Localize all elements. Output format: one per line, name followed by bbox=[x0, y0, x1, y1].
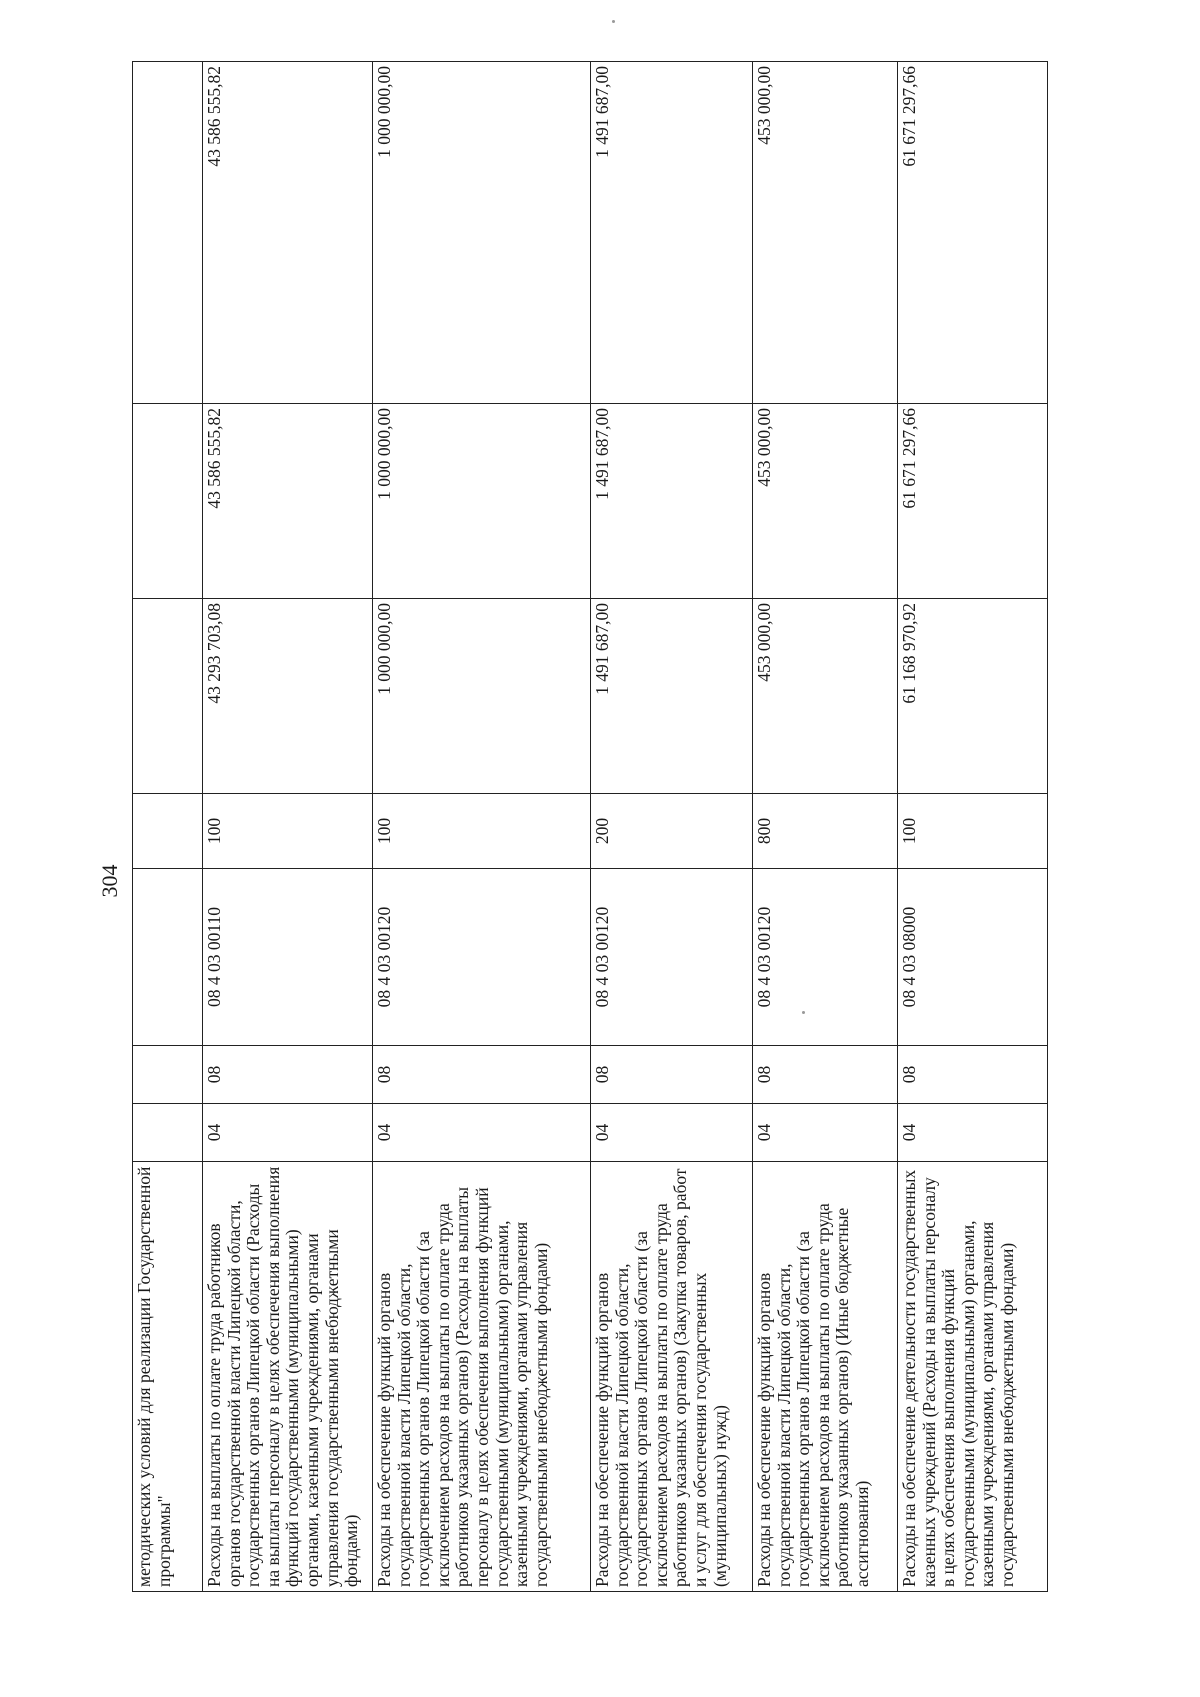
cell-pr: 08 bbox=[591, 1046, 753, 1104]
cell-csr: 08 4 03 00120 bbox=[373, 869, 591, 1046]
cell-pr: 08 bbox=[753, 1046, 898, 1104]
cell-grbs: 04 bbox=[373, 1104, 591, 1162]
cell-value-2: 1 000 000,00 bbox=[373, 404, 591, 599]
cell-name: Расходы на обеспечение деятельности государственных казенных учреждений (Расходы на выплаты персоналу в целях обеспечения выполнения функций государственными (муниципальными) органами, казенными учреждениями, органами управления государственными внебюджетными фондами) bbox=[898, 1162, 1048, 1592]
cell-empty bbox=[133, 62, 203, 404]
cell-pr: 08 bbox=[373, 1046, 591, 1104]
table-row bbox=[373, 62, 591, 1592]
cell-vr: 800 bbox=[753, 794, 898, 869]
cell-name: Расходы на обеспечение функций органов государственной власти Липецкой области, государственных органов Липецкой области (за исключением расходов на выплаты по оплате труда работников указанных органов) (Расходы на выплаты персоналу в целях обеспечения выполнения функций государственными (муниципальными) органами, казенными учреждениями, органами управления государственными внебюджетными фондами) bbox=[373, 1162, 591, 1592]
table-row bbox=[753, 62, 898, 1592]
cell-empty bbox=[133, 869, 203, 1046]
cell-value-1: 1 000 000,00 bbox=[373, 599, 591, 794]
cell-csr: 08 4 03 00110 bbox=[203, 869, 373, 1046]
cell-value-2: 61 671 297,66 bbox=[898, 404, 1048, 599]
cell-value-1: 453 000,00 bbox=[753, 599, 898, 794]
cell-value-3: 1 000 000,00 bbox=[373, 62, 591, 404]
table-row bbox=[203, 62, 373, 1592]
budget-table bbox=[132, 61, 1048, 1592]
cell-name: Расходы на обеспечение функций органов государственной власти Липецкой области, государственных органов Липецкой области (за исключением расходов на выплаты по оплате труда работников указанных органов) (Закупка товаров, работ и услуг для обеспечения государственных (муниципальных) нужд) bbox=[591, 1162, 753, 1592]
cell-pr: 08 bbox=[898, 1046, 1048, 1104]
cell-value-2: 43 586 555,82 bbox=[203, 404, 373, 599]
cell-value-2: 1 491 687,00 bbox=[591, 404, 753, 599]
cell-empty bbox=[133, 794, 203, 869]
cell-empty bbox=[133, 599, 203, 794]
page-number: 304 bbox=[97, 864, 122, 898]
cell-name: Расходы на обеспечение функций органов государственной власти Липецкой области, государственных органов Липецкой области (за исключением расходов на выплаты по оплате труда работников указанных органов) (Иные бюджетные ассигнования) bbox=[753, 1162, 898, 1592]
rotated-table-frame bbox=[132, 62, 1082, 1592]
cell-empty bbox=[133, 404, 203, 599]
cell-grbs: 04 bbox=[753, 1104, 898, 1162]
cell-grbs: 04 bbox=[203, 1104, 373, 1162]
cell-value-2: 453 000,00 bbox=[753, 404, 898, 599]
cell-grbs: 04 bbox=[898, 1104, 1048, 1162]
cell-name: Расходы на выплаты по оплате труда работников органов государственной власти Липецкой области, государственных органов Липецкой области (Расходы на выплаты персоналу в целях обеспечения выполнения функций государственными (муниципальными) органами, казенными учреждениями, органами управления государственными внебюджетными фондами) bbox=[203, 1162, 373, 1592]
cell-value-3: 453 000,00 bbox=[753, 62, 898, 404]
cell-vr: 100 bbox=[898, 794, 1048, 869]
cell-vr: 200 bbox=[591, 794, 753, 869]
cell-csr: 08 4 03 00120 bbox=[591, 869, 753, 1046]
cell-value-1: 61 168 970,92 bbox=[898, 599, 1048, 794]
scan-artifact bbox=[612, 20, 615, 23]
cell-grbs: 04 bbox=[591, 1104, 753, 1162]
cell-pr: 08 bbox=[203, 1046, 373, 1104]
table-row bbox=[898, 62, 1048, 1592]
cell-value-3: 61 671 297,66 bbox=[898, 62, 1048, 404]
cell-vr: 100 bbox=[203, 794, 373, 869]
cell-value-3: 43 586 555,82 bbox=[203, 62, 373, 404]
cell-value-1: 43 293 703,08 bbox=[203, 599, 373, 794]
cell-name: методических условий для реализации Государственной программы" bbox=[133, 1162, 203, 1592]
scan-artifact bbox=[802, 1011, 805, 1014]
table-row bbox=[591, 62, 753, 1592]
cell-value-3: 1 491 687,00 bbox=[591, 62, 753, 404]
cell-empty bbox=[133, 1046, 203, 1104]
cell-value-1: 1 491 687,00 bbox=[591, 599, 753, 794]
cell-empty bbox=[133, 1104, 203, 1162]
cell-csr: 08 4 03 08000 bbox=[898, 869, 1048, 1046]
cell-csr: 08 4 03 00120 bbox=[753, 869, 898, 1046]
table-row-continuation bbox=[133, 62, 203, 1592]
cell-vr: 100 bbox=[373, 794, 591, 869]
